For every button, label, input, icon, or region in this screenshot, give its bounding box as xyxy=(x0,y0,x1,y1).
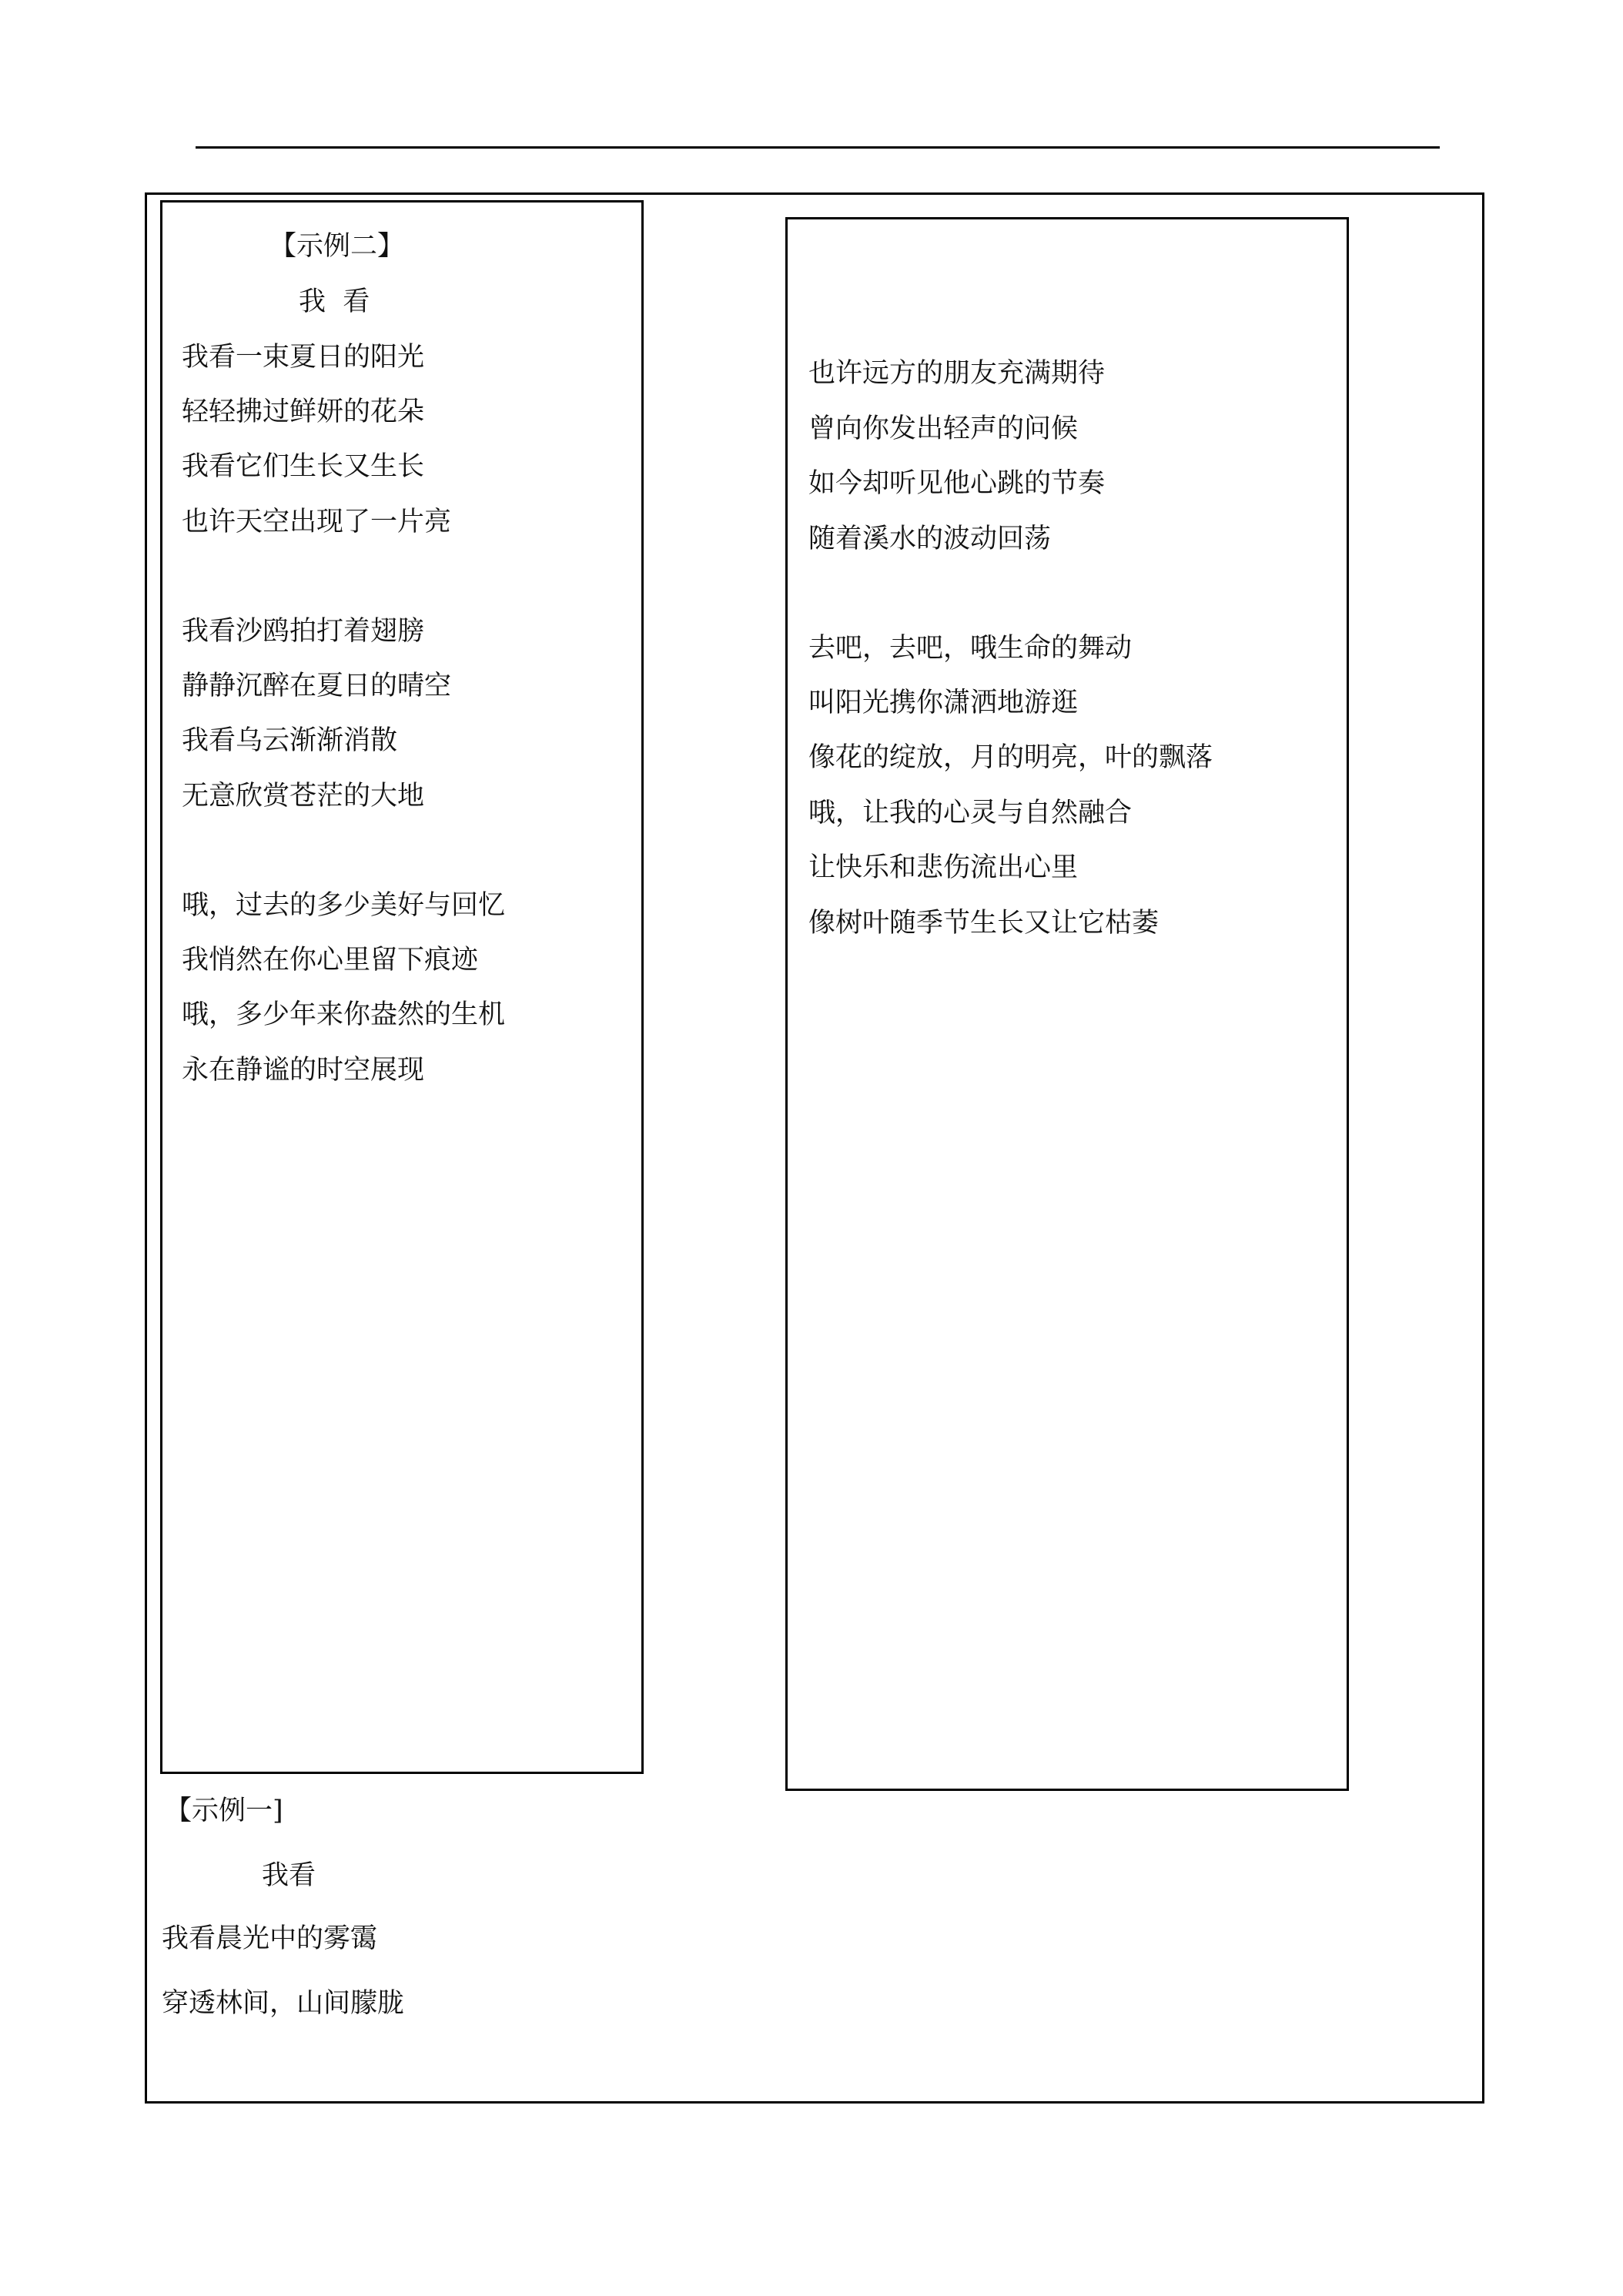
poem-line: 哦，过去的多少美好与回忆 xyxy=(182,890,506,921)
poem-line: 轻轻拂过鲜妍的花朵 xyxy=(182,397,425,427)
poem-line: 我看晨光中的雾霭 xyxy=(162,1923,378,1954)
poem-line: 曾向你发出轻声的问候 xyxy=(808,413,1079,444)
poem-line: 去吧，去吧，哦生命的舞动 xyxy=(808,633,1133,664)
poem-line: 让快乐和悲伤流出心里 xyxy=(808,852,1079,883)
poem-line: 我看沙鸥拍打着翅膀 xyxy=(182,616,425,647)
example-two-left-box xyxy=(160,200,644,1774)
poem-line: 穿透林间，山间朦胧 xyxy=(162,1988,405,2019)
header-rule xyxy=(196,146,1440,149)
poem-line: 也许天空出现了一片亮 xyxy=(182,507,452,537)
poem-line: 我看一束夏日的阳光 xyxy=(182,342,425,373)
poem-line: 哦，让我的心灵与自然融合 xyxy=(808,798,1133,828)
poem-line: 随着溪水的波动回荡 xyxy=(808,524,1052,554)
poem-line: 如今却听见他心跳的节奏 xyxy=(808,468,1106,499)
poem-line: 我看乌云渐渐消散 xyxy=(182,725,398,756)
example-two-title: 我 看 xyxy=(299,286,370,317)
poem-line: 静静沉醉在夏日的晴空 xyxy=(182,671,452,701)
poem-line: 像花的绽放，月的明亮，叶的飘落 xyxy=(808,742,1213,773)
poem-line: 我看它们生长又生长 xyxy=(182,451,425,482)
example-two-right-box xyxy=(785,217,1349,1791)
example-one-label: 【示例一] xyxy=(165,1796,283,1826)
example-one-title: 我看 xyxy=(262,1860,316,1891)
poem-line: 哦，多少年来你盎然的生机 xyxy=(182,999,506,1030)
poem-line: 像树叶随季节生长又让它枯萎 xyxy=(808,908,1160,939)
poem-line: 永在静谧的时空展现 xyxy=(182,1055,425,1086)
example-two-label: 【示例二】 xyxy=(269,231,405,262)
poem-line: 也许远方的朋友充满期待 xyxy=(808,358,1106,389)
poem-line: 无意欣赏苍茫的大地 xyxy=(182,781,425,812)
poem-line: 我悄然在你心里留下痕迹 xyxy=(182,945,479,976)
poem-line: 叫阳光携你潇洒地游逛 xyxy=(808,688,1079,718)
